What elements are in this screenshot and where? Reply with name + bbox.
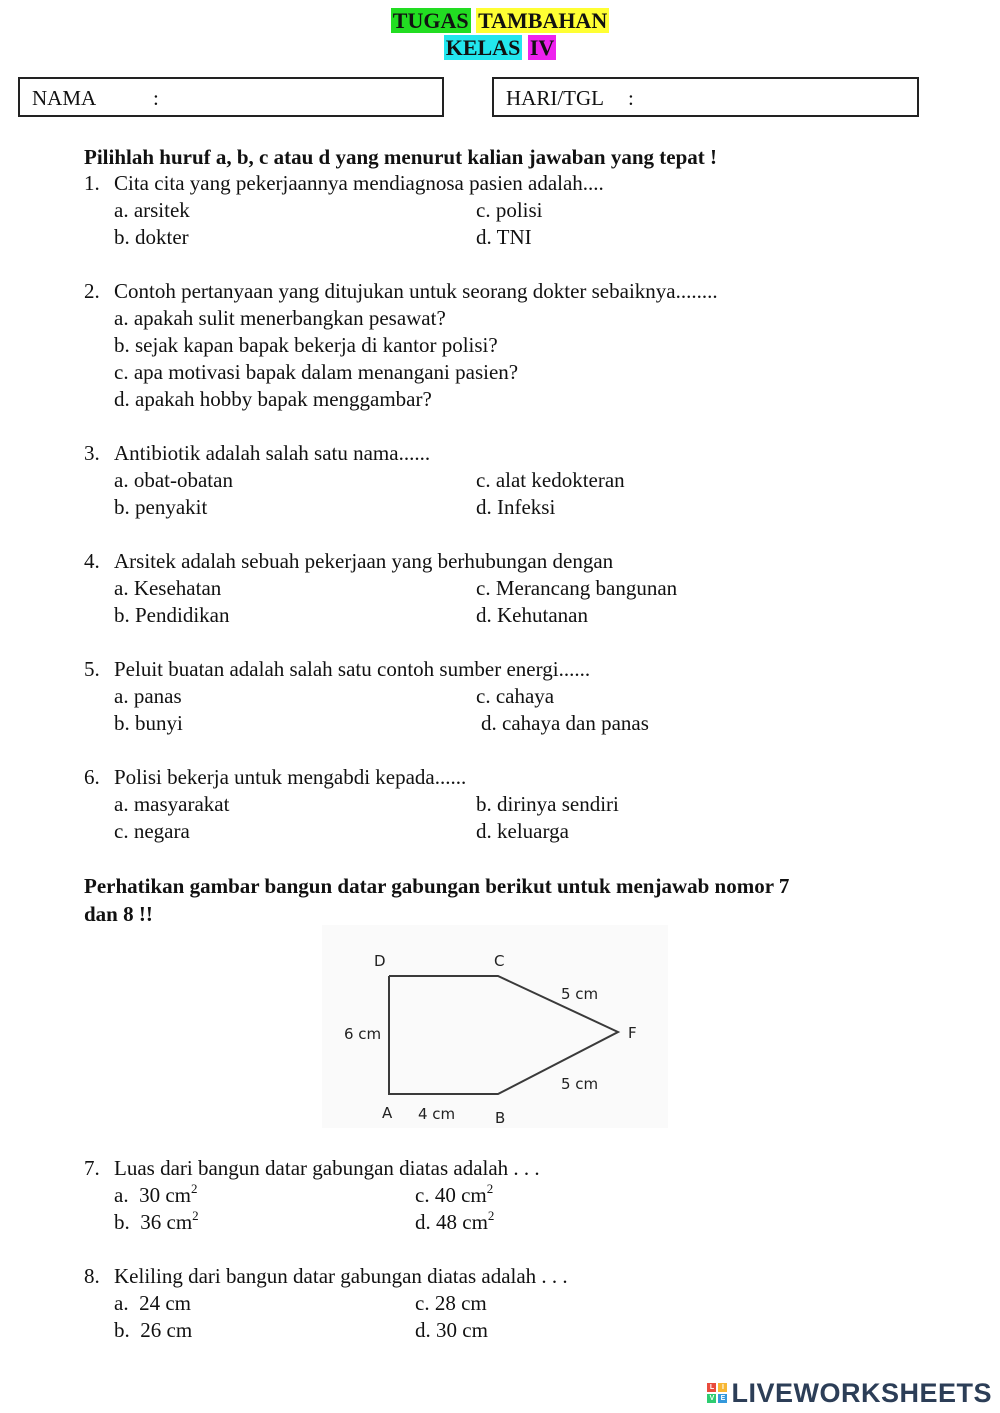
measure-lower-slant: 5 cm: [561, 1075, 599, 1093]
question-text: Contoh pertanyaan yang ditujukan untuk seorang dokter sebaiknya........: [114, 279, 718, 303]
question-text: Keliling dari bangun datar gabungan diatas adalah . . .: [114, 1264, 568, 1288]
option-prefix: b.: [114, 1210, 130, 1234]
q3-option-c[interactable]: c. alat kedokteran: [476, 468, 625, 492]
q6-option-c[interactable]: c. negara: [114, 819, 190, 843]
q4-option-c[interactable]: c. Merancang bangunan: [476, 576, 678, 600]
q8-option-b[interactable]: b. 26 cm: [114, 1318, 193, 1342]
question-number: 7.: [84, 1156, 100, 1180]
question-text: Antibiotik adalah salah satu nama......: [114, 441, 431, 465]
option-prefix: c.: [415, 1183, 430, 1207]
q7-option-d[interactable]: [415, 1209, 494, 1236]
worksheet-title-line1: [0, 8, 1000, 34]
question-text: Peluit buatan adalah salah satu contoh sumber energi......: [114, 657, 591, 681]
q3-option-d[interactable]: d. Infeksi: [476, 495, 556, 519]
option-prefix: a.: [114, 1183, 129, 1207]
vertex-label-f: F: [628, 1024, 637, 1042]
question-text: Cita cita yang pekerjaannya mendiagnosa pasien adalah....: [114, 171, 604, 195]
option-value: 36 cm: [140, 1210, 193, 1234]
liveworksheets-logo-icon: [707, 1383, 727, 1403]
option-exponent: 2: [190, 1181, 198, 1196]
q7-option-c[interactable]: [415, 1182, 493, 1209]
q6-option-d[interactable]: d. keluarga: [476, 819, 569, 843]
question-number: 8.: [84, 1264, 100, 1288]
liveworksheets-footer: [707, 1378, 992, 1408]
logo-tile: E: [718, 1394, 727, 1403]
q5-option-a[interactable]: a. panas: [114, 684, 182, 708]
q4-option-b[interactable]: b. Pendidikan: [114, 603, 230, 627]
hari-tgl-label: HARI/TGL: [506, 86, 604, 110]
vertex-label-d: D: [374, 952, 386, 970]
q3-option-b[interactable]: b. penyakit: [114, 495, 208, 519]
option-value: 40 cm: [434, 1183, 487, 1207]
q1-option-a[interactable]: a. arsitek: [114, 198, 190, 222]
q5-option-d[interactable]: d. cahaya dan panas: [481, 711, 649, 735]
brand-wordmark: LIVEWORKSHEETS: [731, 1377, 992, 1408]
q4-option-d[interactable]: d. Kehutanan: [476, 603, 588, 627]
measure-left-side: 6 cm: [344, 1025, 382, 1043]
q6-option-a[interactable]: a. masyarakat: [114, 792, 230, 816]
instruction-figure-line1: Perhatikan gambar bangun datar gabungan berikut untuk menjawab nomor 7: [84, 874, 790, 898]
logo-tile: L: [707, 1383, 716, 1392]
option-exponent: 2: [486, 1181, 494, 1196]
vertex-label-a: A: [382, 1104, 393, 1122]
q2-option-a[interactable]: a. apakah sulit menerbangkan pesawat?: [114, 306, 446, 330]
q8-option-c[interactable]: c. 28 cm: [415, 1291, 487, 1315]
q2-option-c[interactable]: c. apa motivasi bapak dalam menangani pasien?: [114, 360, 519, 384]
q7-option-b[interactable]: [114, 1209, 199, 1236]
q8-option-d[interactable]: d. 30 cm: [415, 1318, 488, 1342]
q1-option-c[interactable]: c. polisi: [476, 198, 543, 222]
vertex-label-b: B: [495, 1109, 506, 1127]
logo-tile: I: [718, 1383, 727, 1392]
measure-bottom-side: 4 cm: [418, 1105, 456, 1123]
question-number: 1.: [84, 171, 100, 195]
title-word-tambahan: TAMBAHAN: [478, 8, 608, 33]
q5-option-b[interactable]: b. bunyi: [114, 711, 183, 735]
measure-upper-slant: 5 cm: [561, 985, 599, 1003]
question-number: 2.: [84, 279, 100, 303]
q3-option-a[interactable]: a. obat-obatan: [114, 468, 233, 492]
nama-label: NAMA: [32, 86, 97, 110]
q2-option-b[interactable]: b. sejak kapan bapak bekerja di kantor polisi?: [114, 333, 498, 357]
nama-field[interactable]: [18, 77, 444, 117]
question-text: Luas dari bangun datar gabungan diatas adalah . . .: [114, 1156, 540, 1180]
instruction-figure-line2: dan 8 !!: [84, 902, 153, 926]
hari-tgl-field[interactable]: [492, 77, 919, 117]
q2-option-d[interactable]: d. apakah hobby bapak menggambar?: [114, 387, 432, 411]
title-word-grade: IV: [529, 35, 555, 60]
nama-colon: :: [153, 86, 159, 110]
question-number: 4.: [84, 549, 100, 573]
q8-option-a[interactable]: a. 24 cm: [114, 1291, 191, 1315]
instruction-multiple-choice: Pilihlah huruf a, b, c atau d yang menurut kalian jawaban yang tepat !: [84, 145, 718, 169]
q4-option-a[interactable]: a. Kesehatan: [114, 576, 222, 600]
q1-option-d[interactable]: d. TNI: [476, 225, 532, 249]
question-text: Arsitek adalah sebuah pekerjaan yang berhubungan dengan: [114, 549, 614, 573]
q7-option-a[interactable]: [114, 1182, 197, 1209]
question-text: Polisi bekerja untuk mengabdi kepada......: [114, 765, 467, 789]
question-number: 5.: [84, 657, 100, 681]
option-value: 30 cm: [139, 1183, 191, 1207]
q6-option-b[interactable]: b. dirinya sendiri: [476, 792, 619, 816]
q5-option-c[interactable]: c. cahaya: [476, 684, 555, 708]
vertex-label-c: C: [494, 952, 505, 970]
q1-option-b[interactable]: b. dokter: [114, 225, 189, 249]
option-prefix: d.: [415, 1210, 431, 1234]
composite-shape-svg: [322, 925, 668, 1128]
logo-tile: V: [707, 1394, 716, 1403]
worksheet-title-line2: [0, 35, 1000, 61]
title-word-tugas: TUGAS: [392, 8, 469, 33]
option-exponent: 2: [192, 1208, 199, 1223]
question-number: 3.: [84, 441, 100, 465]
composite-shape-figure: [322, 925, 668, 1128]
hari-tgl-colon: :: [628, 86, 634, 110]
option-value: 48 cm: [436, 1210, 488, 1234]
option-exponent: 2: [487, 1208, 495, 1223]
title-word-kelas: KELAS: [445, 35, 521, 60]
question-number: 6.: [84, 765, 100, 789]
